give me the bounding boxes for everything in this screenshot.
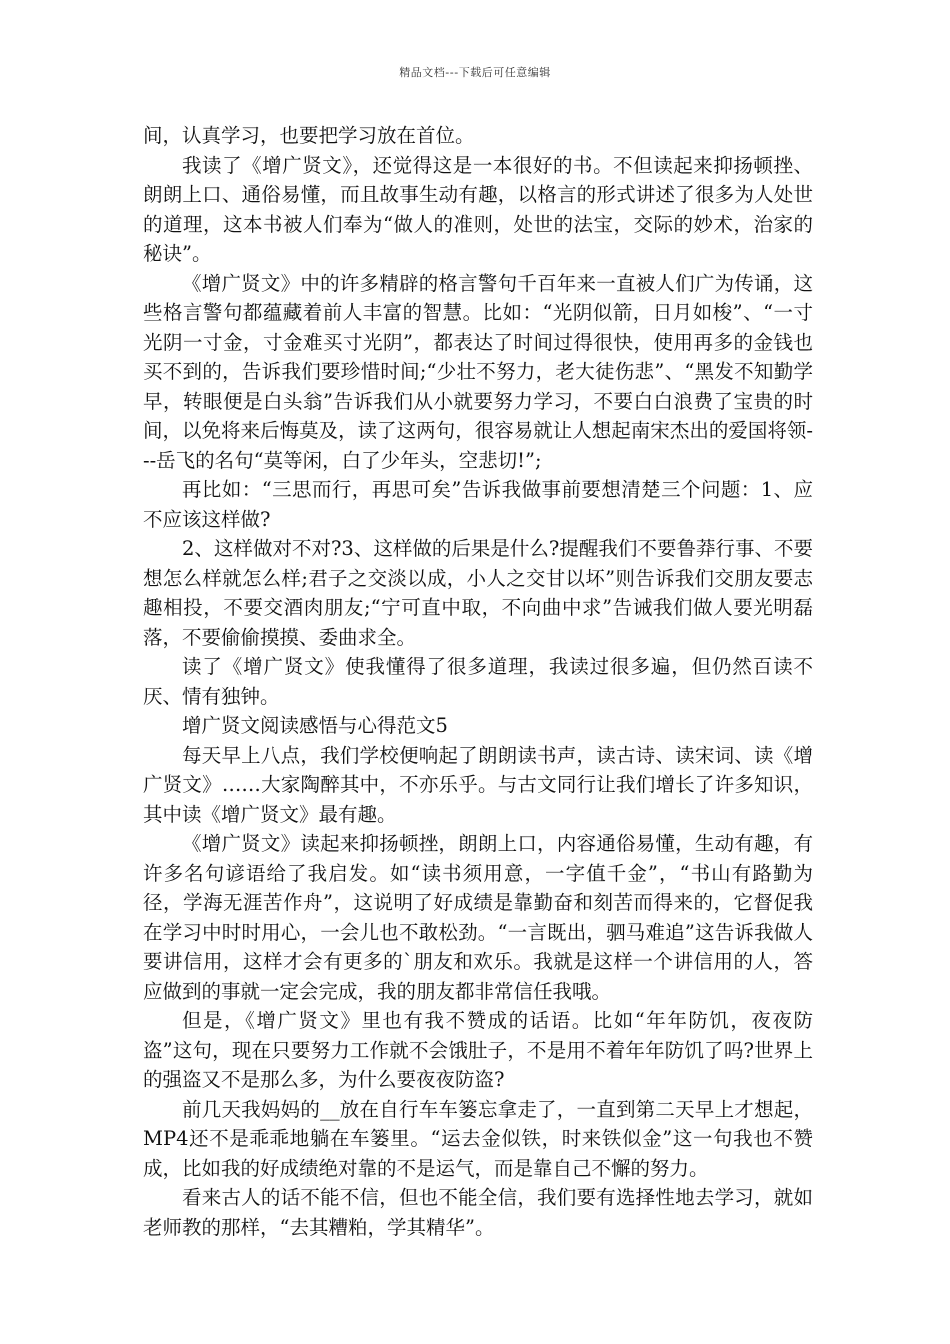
page-header: 精品文档---下载后可任意编辑 xyxy=(399,66,551,79)
paragraph-3: 《增广贤文》中的许多精辟的格言警句千百年来一直被人们广为传诵，这些格言警句都蕴藏着前人丰富的智慧。比如：“光阴似箭，日月如梭”、“一寸光阴一寸金，寸金难买寸光阴”，都表达了时间过得很快，使用再多的金钱也买不到的，告诉我们要珍惜时间;“少壮不努力，老大徒伤悲”、“黑发不知勤学早，转眼便是白头翁”告诉我们从小就要努力学习，不要白白浪费了宝贵的时间，以免将来后悔莫及，读了这两句，很容易就让人想起南宋杰出的爱国将领---岳飞的名句“莫等闲，白了少年头，空悲切!”; xyxy=(143,271,813,472)
paragraph-10: 但是，《增广贤文》里也有我不赞成的话语。比如“年年防饥，夜夜防盗”这句，现在只要努力工作就不会饿肚子，不是用不着年年防饥了吗?世界上的强盗又不是那么多，为什么要夜夜防盗? xyxy=(143,1009,813,1091)
paragraph-1: 间，认真学习，也要把学习放在首位。 xyxy=(143,124,475,147)
paragraph-2: 我读了《增广贤文》，还觉得这是一本很好的书。不但读起来抑扬顿挫、朗朗上口、通俗易懂，而且故事生动有趣，以格言的形式讲述了很多为人处世的道理，这本书被人们奉为“做人的准则，处世的法宝，交际的妙术，治家的秘诀”。 xyxy=(143,153,813,265)
paragraph-12: 看来古人的话不能不信，但也不能全信，我们要有选择性地去学习，就如老师教的那样，“去其糟粕，学其精华”。 xyxy=(143,1186,813,1239)
paragraph-9: 《增广贤文》读起来抑扬顿挫，朗朗上口，内容通俗易懂，生动有趣，有许多名句谚语给了我启发。如“读书须用意，一字值千金”，“书山有路勤为径，学海无涯苦作舟”，这说明了好成绩是靠勤奋和刻苦而得来的，它督促我在学习中时时用心，一会儿也不敢松劲。“一言既出，驷马难追”这告诉我做人要讲信用，这样才会有更多的`朋友和欢乐。我就是这样一个讲信用的人，答应做到的事就一定会完成，我的朋友都非常信任我哦。 xyxy=(143,832,813,1003)
paragraph-8: 每天早上八点，我们学校便响起了朗朗读书声，读古诗、读宋词、读《增广贤文》……大家陶醉其中，不亦乐乎。与古文同行让我们增长了许多知识，其中读《增广贤文》最有趣。 xyxy=(143,743,813,826)
section-heading: 增广贤文阅读感悟与心得范文5 xyxy=(182,714,448,737)
paragraph-5: 2、这样做对不对?3、这样做的后果是什么?提醒我们不要鲁莽行事、不要想怎么样就怎么样;君子之交淡以成，小人之交甘以坏”则告诉我们交朋友要志趣相投，不要交酒肉朋友;“宁可直中取，不向曲中求”告诫我们做人要光明磊落，不要偷偷摸摸、委曲求全。 xyxy=(143,537,813,649)
paragraph-6: 读了《增广贤文》使我懂得了很多道理，我读过很多遍，但仍然百读不厌、情有独钟。 xyxy=(143,655,813,708)
paragraph-11: 前几天我妈妈的__放在自行车车篓忘拿走了，一直到第二天早上才想起，MP4还不是乖乖地躺在车篓里。“运去金似铁，时来铁似金”这一句我也不赞成，比如我的好成绩绝对靠的不是运气，而是靠自己不懈的努力。 xyxy=(143,1097,813,1180)
paragraph-4: 再比如：“三思而行，再思可矣”告诉我做事前要想清楚三个问题：1、应不应该这样做? xyxy=(143,478,813,531)
document-body xyxy=(143,121,813,1242)
